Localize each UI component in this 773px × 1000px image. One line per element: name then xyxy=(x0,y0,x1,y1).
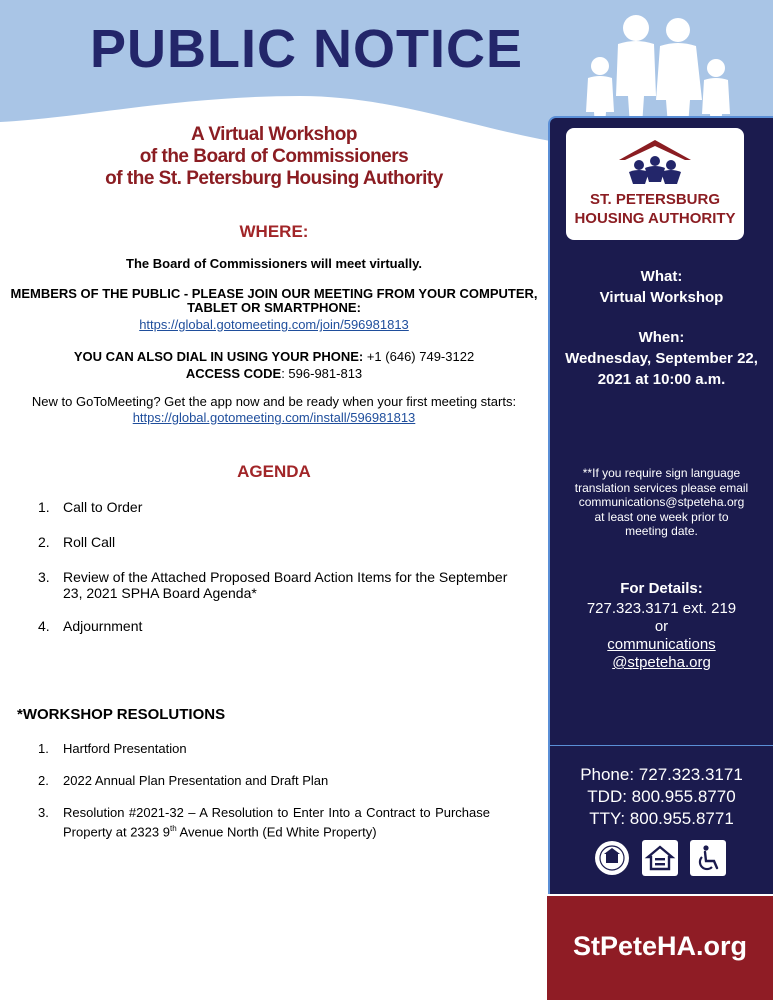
accessibility-icon xyxy=(690,840,726,876)
hud-seal-icon xyxy=(594,840,630,876)
resolutions-list xyxy=(38,741,490,840)
contact-numbers xyxy=(550,764,773,830)
agenda-item-text: Roll Call xyxy=(63,534,116,550)
meet-virtually-text: The Board of Commissioners will meet virtually. xyxy=(126,256,422,271)
heading-line-1: A Virtual Workshop xyxy=(191,124,357,145)
agenda-item xyxy=(38,618,528,634)
ordinal-suffix: th xyxy=(169,824,177,833)
equal-housing-icon xyxy=(642,840,678,876)
workshop-heading xyxy=(0,124,548,190)
agenda-item-text: Call to Order xyxy=(63,499,143,515)
note-line-2: translation services please email xyxy=(574,480,749,495)
access-code-value: : 596-981-813 xyxy=(281,366,363,381)
agenda-item xyxy=(38,569,528,601)
page-title: PUBLIC NOTICE xyxy=(90,19,524,79)
info-sidebar xyxy=(548,116,773,894)
members-line-2: TABLET OR SMARTPHONE: xyxy=(187,300,361,315)
members-instructions xyxy=(0,287,548,315)
agenda-label: AGENDA xyxy=(237,462,311,481)
agenda-item-number: 1. xyxy=(38,499,50,515)
website-footer[interactable]: StPeteHA.org xyxy=(547,896,773,1000)
logo-line-2: HOUSING AUTHORITY xyxy=(574,210,736,227)
join-link-row xyxy=(0,317,548,332)
when-line-1: Wednesday, September 22, xyxy=(565,350,758,367)
details-phone: 727.323.3171 ext. 219 xyxy=(586,600,737,617)
logo-line-1: ST. PETERSBURG xyxy=(589,191,721,208)
details-email-link[interactable]: communications xyxy=(607,636,716,653)
tty-number: TTY: 800.955.8771 xyxy=(589,809,734,828)
dial-in-number: +1 (646) 749-3122 xyxy=(366,349,475,364)
resolution-item-number: 3. xyxy=(38,805,49,820)
sign-language-note xyxy=(550,466,773,539)
dial-in-label: YOU CAN ALSO DIAL IN USING YOUR PHONE: xyxy=(73,349,364,364)
details-block xyxy=(550,580,773,672)
install-link-row xyxy=(0,410,548,425)
install-app-link[interactable]: https://global.gotomeeting.com/install/596981813 xyxy=(132,410,416,425)
resolution-item-text: Resolution #2021-32 – A Resolution to Enter Into a Contract to Purchase Property at 2323 9 xyxy=(63,805,490,840)
access-code-row xyxy=(0,367,548,381)
resolution-item xyxy=(38,773,490,789)
where-label: WHERE: xyxy=(239,222,309,241)
join-meeting-link[interactable]: https://global.gotomeeting.com/join/596981813 xyxy=(139,317,409,332)
what-label: What: xyxy=(640,268,683,285)
resolution-item-text-end: Avenue North (Ed White Property) xyxy=(176,824,377,840)
agenda-item xyxy=(38,534,528,550)
family-silhouette-icon xyxy=(578,8,738,126)
when-block xyxy=(550,327,773,390)
details-or: or xyxy=(654,618,669,635)
what-block xyxy=(550,266,773,308)
note-line-4: at least one week prior to xyxy=(594,509,729,524)
agenda-item-number: 4. xyxy=(38,618,50,634)
heading-line-2: of the Board of Commissioners xyxy=(139,146,409,167)
when-label: When: xyxy=(638,329,685,346)
compliance-badges xyxy=(594,840,734,880)
sidebar-divider xyxy=(550,745,773,746)
resolution-item xyxy=(38,741,490,757)
details-email-link-domain[interactable]: @stpeteha.org xyxy=(612,654,711,671)
dial-in-row xyxy=(0,350,548,364)
agenda-item xyxy=(38,499,528,515)
note-line-3: communications@stpeteha.org xyxy=(578,495,745,509)
heading-line-3: of the St. Petersburg Housing Authority xyxy=(105,168,443,189)
access-code-label: ACCESS CODE xyxy=(185,366,282,381)
resolution-item-number: 2. xyxy=(38,773,49,788)
agenda-list xyxy=(38,499,528,634)
what-value: Virtual Workshop xyxy=(599,289,724,306)
members-line-1: MEMBERS OF THE PUBLIC - PLEASE JOIN OUR MEETING FROM YOUR COMPUTER, xyxy=(10,286,538,301)
when-line-2: 2021 at 10:00 a.m. xyxy=(597,371,726,388)
note-line-5: meeting date. xyxy=(625,524,698,538)
spha-logo xyxy=(566,128,744,240)
resolution-item-text: 2022 Annual Plan Presentation and Draft Plan xyxy=(63,773,329,788)
agenda-item-number: 2. xyxy=(38,534,50,550)
agenda-item-number: 3. xyxy=(38,569,50,585)
agenda-item-text: Review of the Attached Proposed Board Action Items for the September 23, 2021 SPHA Board Agenda* xyxy=(63,569,508,601)
agenda-item-text: Adjournment xyxy=(63,618,143,634)
resolution-item-number: 1. xyxy=(38,741,49,756)
note-line-1: **If you require sign language xyxy=(582,466,741,480)
details-label: For Details: xyxy=(620,580,703,597)
tdd-number: TDD: 800.955.8770 xyxy=(587,787,736,806)
resolution-item xyxy=(38,805,490,840)
phone-number: Phone: 727.323.3171 xyxy=(580,765,743,784)
resolutions-label: *WORKSHOP RESOLUTIONS xyxy=(17,706,226,723)
resolution-item-text: Hartford Presentation xyxy=(63,741,187,756)
house-logo-icon xyxy=(615,136,695,188)
logo-text xyxy=(566,190,744,228)
new-to-gotomeeting-text: New to GoToMeeting? Get the app now and be ready when your first meeting starts: xyxy=(31,394,517,409)
